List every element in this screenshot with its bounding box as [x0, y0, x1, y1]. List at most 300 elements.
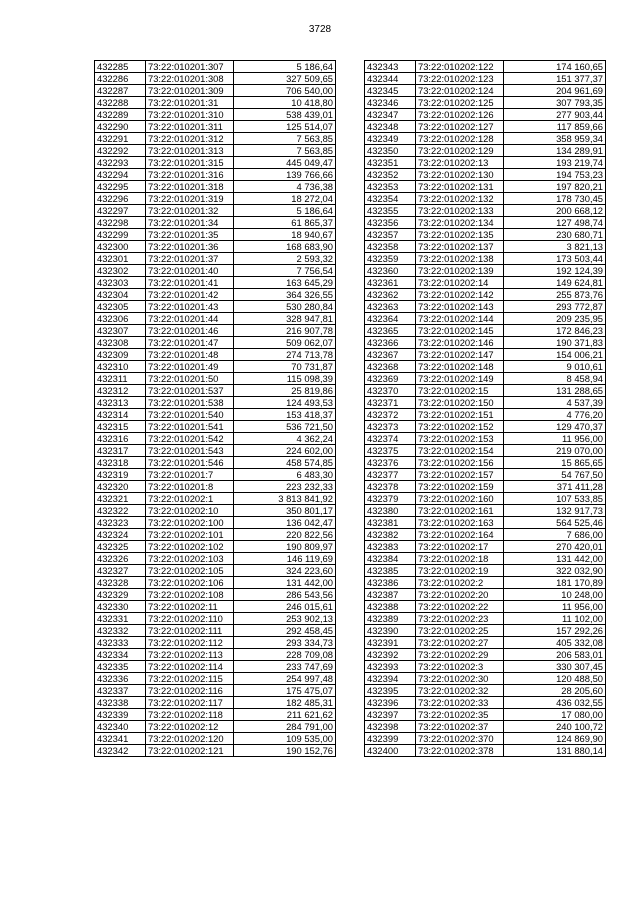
record-number-cell: 432375 [365, 445, 416, 457]
table-row [365, 577, 606, 589]
cadastral-number-cell: 73:22:010202:130 [416, 169, 504, 181]
cadastral-number-cell: 73:22:010202:30 [416, 673, 504, 685]
table-row [95, 649, 336, 661]
amount-cell: 132 917,73 [504, 505, 606, 517]
record-number-cell: 432325 [95, 541, 146, 553]
cadastral-number-cell: 73:22:010202:133 [416, 205, 504, 217]
amount-cell: 240 100,72 [504, 721, 606, 733]
amount-cell: 175 475,07 [234, 685, 336, 697]
record-number-cell: 432312 [95, 385, 146, 397]
record-number-cell: 432338 [95, 697, 146, 709]
cadastral-number-cell: 73:22:010202:146 [416, 337, 504, 349]
cadastral-number-cell: 73:22:010202:111 [146, 625, 234, 637]
record-number-cell: 432339 [95, 709, 146, 721]
record-number-cell: 432367 [365, 349, 416, 361]
amount-cell: 233 747,69 [234, 661, 336, 673]
record-number-cell: 432349 [365, 133, 416, 145]
amount-cell: 192 124,39 [504, 265, 606, 277]
record-number-cell: 432316 [95, 433, 146, 445]
cadastral-number-cell: 73:22:010201:50 [146, 373, 234, 385]
record-number-cell: 432313 [95, 397, 146, 409]
cadastral-number-cell: 73:22:010202:143 [416, 301, 504, 313]
amount-cell: 190 152,76 [234, 745, 336, 757]
amount-cell: 322 032,90 [504, 565, 606, 577]
amount-cell: 139 766,66 [234, 169, 336, 181]
amount-cell: 307 793,35 [504, 97, 606, 109]
cadastral-number-cell: 73:22:010201:48 [146, 349, 234, 361]
record-number-cell: 432345 [365, 85, 416, 97]
table-row [95, 253, 336, 265]
table-row [95, 517, 336, 529]
table-row [365, 157, 606, 169]
cadastral-number-cell: 73:22:010202:3 [416, 661, 504, 673]
record-number-cell: 432317 [95, 445, 146, 457]
cadastral-number-cell: 73:22:010202:33 [416, 697, 504, 709]
cadastral-number-cell: 73:22:010202:32 [416, 685, 504, 697]
table-row [95, 733, 336, 745]
record-number-cell: 432304 [95, 289, 146, 301]
cadastral-number-cell: 73:22:010202:154 [416, 445, 504, 457]
cadastral-number-cell: 73:22:010202:15 [416, 385, 504, 397]
record-number-cell: 432306 [95, 313, 146, 325]
table-row [95, 289, 336, 301]
table-row [95, 121, 336, 133]
amount-cell: 277 903,44 [504, 109, 606, 121]
cadastral-number-cell: 73:22:010202:12 [146, 721, 234, 733]
cadastral-number-cell: 73:22:010202:1 [146, 493, 234, 505]
table-row [365, 565, 606, 577]
amount-cell: 706 540,00 [234, 85, 336, 97]
amount-cell: 125 514,07 [234, 121, 336, 133]
table-row [95, 445, 336, 457]
amount-cell: 154 006,21 [504, 349, 606, 361]
record-number-cell: 432364 [365, 313, 416, 325]
amount-cell: 11 102,00 [504, 613, 606, 625]
cadastral-number-cell: 73:22:010201:40 [146, 265, 234, 277]
amount-cell: 253 902,13 [234, 613, 336, 625]
record-number-cell: 432400 [365, 745, 416, 757]
cadastral-number-cell: 73:22:010201:8 [146, 481, 234, 493]
cadastral-number-cell: 73:22:010202:126 [416, 109, 504, 121]
cadastral-number-cell: 73:22:010202:116 [146, 685, 234, 697]
amount-cell: 371 411,28 [504, 481, 606, 493]
table-row [95, 265, 336, 277]
table-row [365, 61, 606, 73]
amount-cell: 538 439,01 [234, 109, 336, 121]
amount-cell: 216 907,78 [234, 325, 336, 337]
table-row [95, 457, 336, 469]
table-row [95, 553, 336, 565]
amount-cell: 350 801,17 [234, 505, 336, 517]
table-row [365, 169, 606, 181]
amount-cell: 70 731,87 [234, 361, 336, 373]
record-number-cell: 432341 [95, 733, 146, 745]
record-number-cell: 432356 [365, 217, 416, 229]
amount-cell: 358 959,34 [504, 133, 606, 145]
amount-cell: 284 791,00 [234, 721, 336, 733]
table-row [365, 505, 606, 517]
cadastral-number-cell: 73:22:010201:309 [146, 85, 234, 97]
table-row [95, 97, 336, 109]
table-row [365, 637, 606, 649]
amount-cell: 445 049,47 [234, 157, 336, 169]
table-row [365, 445, 606, 457]
cadastral-number-cell: 73:22:010202:19 [416, 565, 504, 577]
amount-cell: 254 997,48 [234, 673, 336, 685]
table-row [365, 73, 606, 85]
cadastral-number-cell: 73:22:010202:144 [416, 313, 504, 325]
table-row [365, 661, 606, 673]
amount-cell: 3 813 841,92 [234, 493, 336, 505]
table-row [95, 217, 336, 229]
table-row [365, 109, 606, 121]
cadastral-number-cell: 73:22:010202:112 [146, 637, 234, 649]
cadastral-number-cell: 73:22:010202:127 [416, 121, 504, 133]
register-table-right [364, 60, 606, 757]
table-row [365, 733, 606, 745]
amount-cell: 6 483,30 [234, 469, 336, 481]
record-number-cell: 432372 [365, 409, 416, 421]
cadastral-number-cell: 73:22:010202:29 [416, 649, 504, 661]
table-row [365, 745, 606, 757]
record-number-cell: 432370 [365, 385, 416, 397]
record-number-cell: 432331 [95, 613, 146, 625]
amount-cell: 292 458,45 [234, 625, 336, 637]
amount-cell: 436 032,55 [504, 697, 606, 709]
table-row [95, 541, 336, 553]
table-row [365, 133, 606, 145]
cadastral-number-cell: 73:22:010202:122 [416, 61, 504, 73]
record-number-cell: 432310 [95, 361, 146, 373]
record-number-cell: 432373 [365, 421, 416, 433]
amount-cell: 200 668,12 [504, 205, 606, 217]
amount-cell: 181 170,89 [504, 577, 606, 589]
table-row [95, 529, 336, 541]
amount-cell: 28 205,60 [504, 685, 606, 697]
record-number-cell: 432365 [365, 325, 416, 337]
amount-cell: 25 819,86 [234, 385, 336, 397]
cadastral-number-cell: 73:22:010201:315 [146, 157, 234, 169]
table-row [95, 205, 336, 217]
table-row [95, 181, 336, 193]
table-row [95, 709, 336, 721]
record-number-cell: 432298 [95, 217, 146, 229]
record-number-cell: 432305 [95, 301, 146, 313]
record-number-cell: 432344 [365, 73, 416, 85]
cadastral-number-cell: 73:22:010202:113 [146, 649, 234, 661]
amount-cell: 109 535,00 [234, 733, 336, 745]
cadastral-number-cell: 73:22:010202:123 [416, 73, 504, 85]
record-number-cell: 432380 [365, 505, 416, 517]
amount-cell: 11 956,00 [504, 433, 606, 445]
record-number-cell: 432384 [365, 553, 416, 565]
record-number-cell: 432327 [95, 565, 146, 577]
cadastral-number-cell: 73:22:010202:156 [416, 457, 504, 469]
table-row [95, 421, 336, 433]
cadastral-number-cell: 73:22:010201:46 [146, 325, 234, 337]
table-row [365, 469, 606, 481]
table-row [365, 409, 606, 421]
cadastral-number-cell: 73:22:010202:114 [146, 661, 234, 673]
amount-cell: 5 186,64 [234, 205, 336, 217]
cadastral-number-cell: 73:22:010202:17 [416, 541, 504, 553]
cadastral-number-cell: 73:22:010202:10 [146, 505, 234, 517]
cadastral-number-cell: 73:22:010201:32 [146, 205, 234, 217]
record-number-cell: 432296 [95, 193, 146, 205]
table-row [365, 385, 606, 397]
cadastral-number-cell: 73:22:010201:310 [146, 109, 234, 121]
record-number-cell: 432290 [95, 121, 146, 133]
table-row [365, 601, 606, 613]
record-number-cell: 432376 [365, 457, 416, 469]
cadastral-number-cell: 73:22:010202:25 [416, 625, 504, 637]
amount-cell: 223 232,33 [234, 481, 336, 493]
amount-cell: 530 280,84 [234, 301, 336, 313]
table-row [365, 97, 606, 109]
cadastral-number-cell: 73:22:010201:313 [146, 145, 234, 157]
amount-cell: 4 537,39 [504, 397, 606, 409]
amount-cell: 136 042,47 [234, 517, 336, 529]
cadastral-number-cell: 73:22:010202:101 [146, 529, 234, 541]
amount-cell: 61 865,37 [234, 217, 336, 229]
cadastral-number-cell: 73:22:010202:131 [416, 181, 504, 193]
amount-cell: 286 543,56 [234, 589, 336, 601]
cadastral-number-cell: 73:22:010202:145 [416, 325, 504, 337]
table-row [95, 493, 336, 505]
cadastral-number-cell: 73:22:010201:49 [146, 361, 234, 373]
cadastral-number-cell: 73:22:010202:105 [146, 565, 234, 577]
amount-cell: 124 869,90 [504, 733, 606, 745]
register-table-right-body [365, 61, 606, 757]
record-number-cell: 432352 [365, 169, 416, 181]
record-number-cell: 432322 [95, 505, 146, 517]
cadastral-number-cell: 73:22:010202:164 [416, 529, 504, 541]
cadastral-number-cell: 73:22:010201:47 [146, 337, 234, 349]
record-number-cell: 432348 [365, 121, 416, 133]
record-number-cell: 432388 [365, 601, 416, 613]
table-row [95, 157, 336, 169]
amount-cell: 405 332,08 [504, 637, 606, 649]
table-row [365, 541, 606, 553]
amount-cell: 230 680,71 [504, 229, 606, 241]
table-row [365, 253, 606, 265]
amount-cell: 7 756,54 [234, 265, 336, 277]
amount-cell: 17 080,00 [504, 709, 606, 721]
cadastral-number-cell: 73:22:010201:311 [146, 121, 234, 133]
record-number-cell: 432360 [365, 265, 416, 277]
table-row [365, 613, 606, 625]
amount-cell: 131 288,65 [504, 385, 606, 397]
cadastral-number-cell: 73:22:010202:137 [416, 241, 504, 253]
amount-cell: 124 493,53 [234, 397, 336, 409]
record-number-cell: 432299 [95, 229, 146, 241]
table-row [95, 397, 336, 409]
record-number-cell: 432300 [95, 241, 146, 253]
amount-cell: 15 865,65 [504, 457, 606, 469]
amount-cell: 157 292,26 [504, 625, 606, 637]
record-number-cell: 432353 [365, 181, 416, 193]
record-number-cell: 432358 [365, 241, 416, 253]
record-number-cell: 432291 [95, 133, 146, 145]
table-row [95, 409, 336, 421]
table-row [95, 433, 336, 445]
record-number-cell: 432333 [95, 637, 146, 649]
record-number-cell: 432315 [95, 421, 146, 433]
amount-cell: 8 458,94 [504, 373, 606, 385]
amount-cell: 293 772,87 [504, 301, 606, 313]
table-row [365, 553, 606, 565]
record-number-cell: 432334 [95, 649, 146, 661]
cadastral-number-cell: 73:22:010202:110 [146, 613, 234, 625]
cadastral-number-cell: 73:22:010202:13 [416, 157, 504, 169]
table-row [365, 517, 606, 529]
record-number-cell: 432393 [365, 661, 416, 673]
table-row [95, 745, 336, 757]
amount-cell: 224 602,00 [234, 445, 336, 457]
table-row [95, 613, 336, 625]
cadastral-number-cell: 73:22:010202:118 [146, 709, 234, 721]
amount-cell: 220 822,56 [234, 529, 336, 541]
cadastral-number-cell: 73:22:010202:139 [416, 265, 504, 277]
table-row [365, 301, 606, 313]
table-row [365, 373, 606, 385]
record-number-cell: 432363 [365, 301, 416, 313]
amount-cell: 151 377,37 [504, 73, 606, 85]
table-row [95, 721, 336, 733]
amount-cell: 120 488,50 [504, 673, 606, 685]
record-number-cell: 432332 [95, 625, 146, 637]
record-number-cell: 432390 [365, 625, 416, 637]
cadastral-number-cell: 73:22:010201:7 [146, 469, 234, 481]
amount-cell: 131 442,00 [234, 577, 336, 589]
cadastral-number-cell: 73:22:010202:163 [416, 517, 504, 529]
amount-cell: 293 334,73 [234, 637, 336, 649]
cadastral-number-cell: 73:22:010201:538 [146, 397, 234, 409]
table-row [365, 337, 606, 349]
amount-cell: 10 248,00 [504, 589, 606, 601]
cadastral-number-cell: 73:22:010201:543 [146, 445, 234, 457]
record-number-cell: 432308 [95, 337, 146, 349]
cadastral-number-cell: 73:22:010202:11 [146, 601, 234, 613]
record-number-cell: 432369 [365, 373, 416, 385]
amount-cell: 18 272,04 [234, 193, 336, 205]
record-number-cell: 432295 [95, 181, 146, 193]
record-number-cell: 432357 [365, 229, 416, 241]
cadastral-number-cell: 73:22:010202:20 [416, 589, 504, 601]
table-row [365, 481, 606, 493]
amount-cell: 7 686,00 [504, 529, 606, 541]
record-number-cell: 432292 [95, 145, 146, 157]
record-number-cell: 432309 [95, 349, 146, 361]
table-row [365, 325, 606, 337]
cadastral-number-cell: 73:22:010202:159 [416, 481, 504, 493]
record-number-cell: 432385 [365, 565, 416, 577]
table-row [95, 313, 336, 325]
amount-cell: 173 503,44 [504, 253, 606, 265]
record-number-cell: 432395 [365, 685, 416, 697]
cadastral-number-cell: 73:22:010202:108 [146, 589, 234, 601]
cadastral-number-cell: 73:22:010201:318 [146, 181, 234, 193]
cadastral-number-cell: 73:22:010202:100 [146, 517, 234, 529]
record-number-cell: 432383 [365, 541, 416, 553]
amount-cell: 197 820,21 [504, 181, 606, 193]
table-row [95, 505, 336, 517]
amount-cell: 193 219,74 [504, 157, 606, 169]
record-number-cell: 432307 [95, 325, 146, 337]
table-row [365, 217, 606, 229]
table-row [365, 685, 606, 697]
amount-cell: 163 645,29 [234, 277, 336, 289]
table-row [95, 661, 336, 673]
table-row [365, 361, 606, 373]
record-number-cell: 432382 [365, 529, 416, 541]
cadastral-number-cell: 73:22:010202:149 [416, 373, 504, 385]
table-row [95, 469, 336, 481]
table-row [95, 61, 336, 73]
amount-cell: 328 947,81 [234, 313, 336, 325]
table-row [95, 361, 336, 373]
record-number-cell: 432378 [365, 481, 416, 493]
amount-cell: 117 859,66 [504, 121, 606, 133]
record-number-cell: 432337 [95, 685, 146, 697]
record-number-cell: 432394 [365, 673, 416, 685]
cadastral-number-cell: 73:22:010202:14 [416, 277, 504, 289]
record-number-cell: 432285 [95, 61, 146, 73]
amount-cell: 327 509,65 [234, 73, 336, 85]
cadastral-number-cell: 73:22:010202:37 [416, 721, 504, 733]
record-number-cell: 432301 [95, 253, 146, 265]
cadastral-number-cell: 73:22:010202:125 [416, 97, 504, 109]
amount-cell: 364 326,55 [234, 289, 336, 301]
record-number-cell: 432318 [95, 457, 146, 469]
record-number-cell: 432323 [95, 517, 146, 529]
cadastral-number-cell: 73:22:010201:307 [146, 61, 234, 73]
register-table-left [94, 60, 336, 757]
table-row [95, 697, 336, 709]
table-row [365, 145, 606, 157]
table-row [365, 277, 606, 289]
table-row [95, 133, 336, 145]
cadastral-number-cell: 73:22:010201:43 [146, 301, 234, 313]
record-number-cell: 432386 [365, 577, 416, 589]
cadastral-number-cell: 73:22:010202:129 [416, 145, 504, 157]
table-row [95, 169, 336, 181]
record-number-cell: 432371 [365, 397, 416, 409]
record-number-cell: 432321 [95, 493, 146, 505]
record-number-cell: 432392 [365, 649, 416, 661]
table-row [95, 589, 336, 601]
amount-cell: 172 846,23 [504, 325, 606, 337]
table-row [95, 85, 336, 97]
amount-cell: 2 593,32 [234, 253, 336, 265]
table-row [95, 349, 336, 361]
cadastral-number-cell: 73:22:010202:378 [416, 745, 504, 757]
table-row [95, 145, 336, 157]
register-table-left-body [95, 61, 336, 757]
table-row [365, 289, 606, 301]
cadastral-number-cell: 73:22:010201:537 [146, 385, 234, 397]
record-number-cell: 432330 [95, 601, 146, 613]
record-number-cell: 432381 [365, 517, 416, 529]
amount-cell: 149 624,81 [504, 277, 606, 289]
amount-cell: 107 533,85 [504, 493, 606, 505]
amount-cell: 324 223,60 [234, 565, 336, 577]
cadastral-number-cell: 73:22:010202:27 [416, 637, 504, 649]
amount-cell: 182 485,31 [234, 697, 336, 709]
cadastral-number-cell: 73:22:010201:35 [146, 229, 234, 241]
amount-cell: 10 418,80 [234, 97, 336, 109]
amount-cell: 174 160,65 [504, 61, 606, 73]
